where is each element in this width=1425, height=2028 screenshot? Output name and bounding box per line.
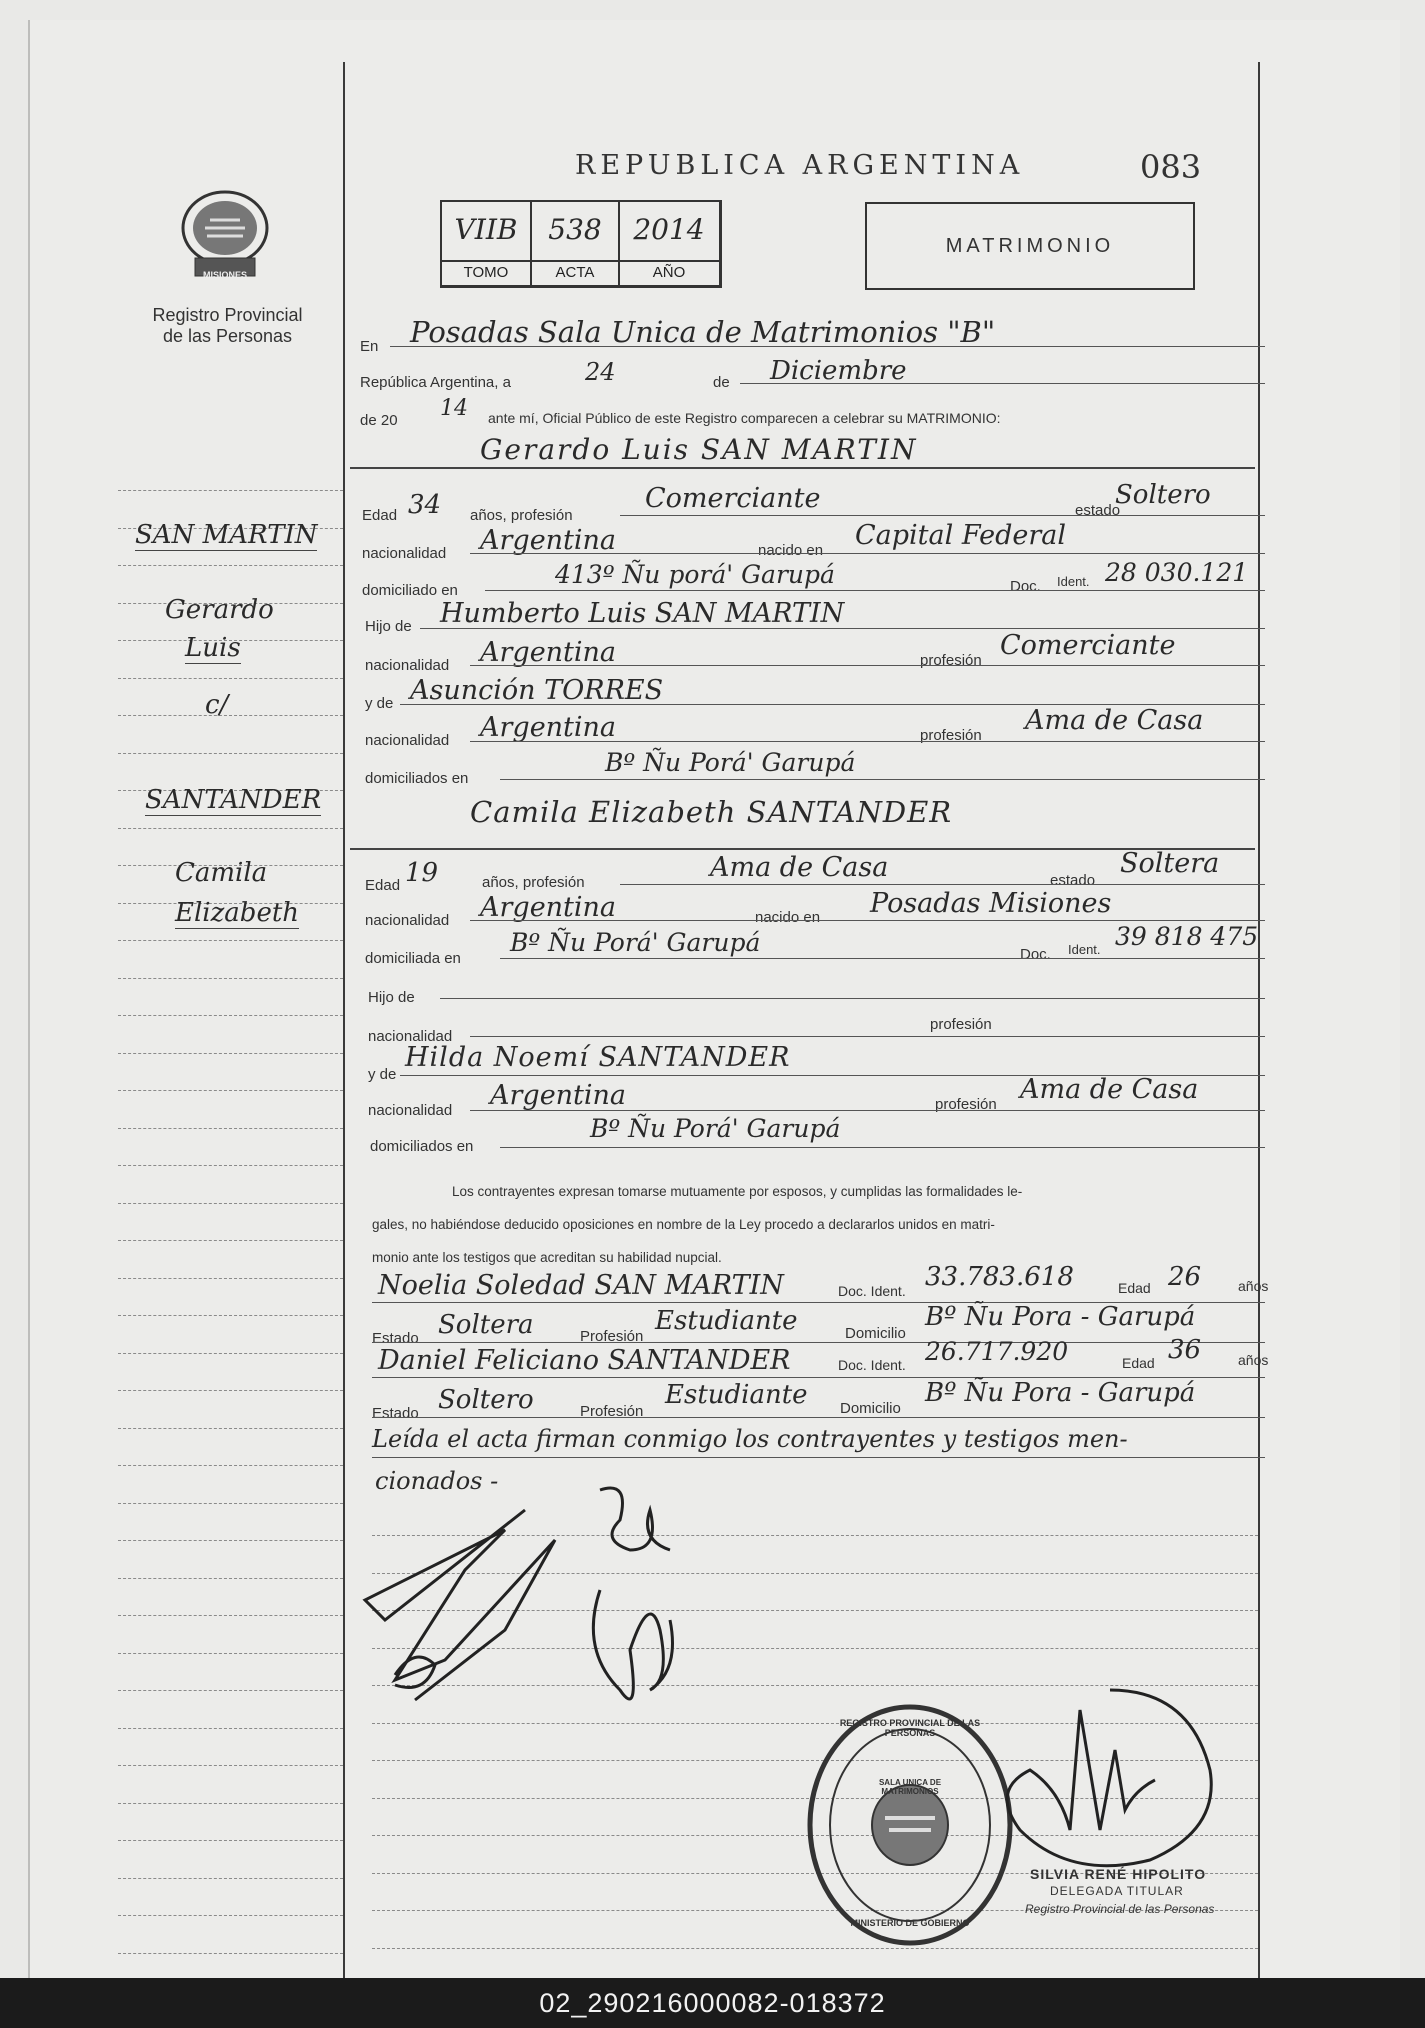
margin-rule-line xyxy=(118,1128,343,1129)
margin-note-name1: Gerardo xyxy=(165,595,274,625)
witness2-profession: Estudiante xyxy=(665,1380,808,1410)
bride-line2 xyxy=(470,920,1265,921)
margin-rule-line xyxy=(118,1540,343,1541)
declaration-line1: Los contrayentes expresan tomarse mutuamente por esposos, y cumplidas las formalidades le- xyxy=(452,1184,1023,1199)
witness2-doc-label: Doc. Ident. xyxy=(838,1357,906,1373)
bride-nac2-label: nacionalidad xyxy=(368,1028,453,1045)
witness2-estado-label: Estado xyxy=(372,1405,419,1422)
groom-line1 xyxy=(620,515,1265,516)
margin-rule-line xyxy=(118,978,343,979)
margin-note-surname2: SANTANDER xyxy=(145,785,322,815)
margin-rule-line xyxy=(118,1390,343,1391)
bride-mprof-label: profesión xyxy=(935,1096,997,1113)
margin-rule-line xyxy=(118,1353,343,1354)
groom-anos-label: años, profesión xyxy=(470,507,573,524)
margin-rule-line xyxy=(118,490,343,491)
margin-rule-line xyxy=(118,1240,343,1241)
declaration-line3: monio ante los testigos que acreditan su habilidad nupcial. xyxy=(372,1250,722,1265)
logo-text: MISIONES xyxy=(202,270,247,280)
bride-dom-label: domiciliada en xyxy=(365,950,461,967)
margin-note-name2: Luis xyxy=(185,633,241,663)
witness2-dom-label: Domicilio xyxy=(840,1400,901,1417)
groom-address: 413º Ñu porá' Garupá xyxy=(555,560,835,589)
bride-mother-profession: Ama de Casa xyxy=(1020,1074,1199,1105)
signature-bride xyxy=(560,1470,700,1730)
margin-rule-line xyxy=(118,1015,343,1016)
acta-label: ACTA xyxy=(530,260,620,286)
witness2-edad-label: Edad xyxy=(1122,1355,1155,1371)
bride-anos-label: años, profesión xyxy=(482,874,585,891)
bride-name: Camila Elizabeth SANTANDER xyxy=(470,795,953,829)
groom-name: Gerardo Luis SAN MARTIN xyxy=(480,433,918,466)
bride-parents-address: Bº Ñu Porá' Garupá xyxy=(590,1114,841,1143)
bride-line4 xyxy=(440,998,1265,999)
country-title: REPUBLICA ARGENTINA xyxy=(575,150,1025,181)
groom-line2 xyxy=(470,553,1265,554)
groom-status: Soltero xyxy=(1115,480,1211,510)
margin-rule-line xyxy=(118,1503,343,1504)
groom-line7 xyxy=(470,741,1265,742)
bride-nac-label: nacionalidad xyxy=(365,912,450,929)
margin-rule-line xyxy=(118,1803,343,1804)
groom-fprof-label: profesión xyxy=(920,652,982,669)
witness1-doc-label: Doc. Ident. xyxy=(838,1283,906,1299)
bride-age: 19 xyxy=(405,858,439,888)
bride-status: Soltera xyxy=(1120,848,1220,879)
groom-doc-label: Doc. xyxy=(1010,578,1041,595)
bride-prof2-label: profesión xyxy=(930,1016,992,1033)
seal-inner-text: SALA UNICA DE MATRIMONIOS xyxy=(878,1778,942,1796)
witness1-line2 xyxy=(372,1342,1265,1343)
margin-note-surname: SAN MARTIN xyxy=(135,520,318,550)
margin-rule-line xyxy=(118,1278,343,1279)
groom-nac-label: nacionalidad xyxy=(362,545,447,562)
witness1-address: Bº Ñu Pora - Garupá xyxy=(925,1302,1196,1332)
bride-mnac-label: nacionalidad xyxy=(368,1102,453,1119)
bride-line8 xyxy=(500,1147,1265,1148)
bride-birthplace: Posadas Misiones xyxy=(870,888,1112,919)
groom-nationality: Argentina xyxy=(480,525,617,556)
margin-rule-line xyxy=(118,1840,343,1841)
groom-parents-address: Bº Ñu Porá' Garupá xyxy=(605,748,856,777)
closing-line1-rule xyxy=(372,1457,1265,1458)
witness2-doc-number: 26.717.920 xyxy=(925,1337,1069,1366)
witness1-anos-label: años xyxy=(1238,1278,1269,1294)
bride-line7 xyxy=(470,1110,1265,1111)
groom-line4 xyxy=(420,628,1265,629)
de-label: de xyxy=(713,374,730,391)
groom-father-profession: Comerciante xyxy=(1000,630,1176,661)
groom-name-line xyxy=(350,467,1255,469)
signature-official xyxy=(990,1680,1230,1880)
groom-line3 xyxy=(485,590,1265,591)
margin-rule-line xyxy=(118,1915,343,1916)
margin-rule-line xyxy=(118,1053,343,1054)
witness2-status: Soltero xyxy=(438,1385,534,1415)
bride-estado-label: estado xyxy=(1050,872,1096,889)
margin-rule-line xyxy=(118,1203,343,1204)
month-value: Diciembre xyxy=(770,356,907,386)
groom-doc-number: 28 030.121 xyxy=(1105,558,1249,587)
margin-rule-line xyxy=(118,1578,343,1579)
groom-nacido-label: nacido en xyxy=(758,542,824,559)
margin-rule-line xyxy=(118,1878,343,1879)
groom-profession: Comerciante xyxy=(645,483,821,514)
witness2-age: 36 xyxy=(1168,1335,1202,1365)
margin-rule-line xyxy=(118,1428,343,1429)
witness2-line2 xyxy=(372,1417,1265,1418)
margin-rule-line xyxy=(118,1765,343,1766)
bride-edad-label: Edad xyxy=(365,877,401,894)
acta-value: 538 xyxy=(548,213,602,246)
groom-doms-label: domiciliados en xyxy=(365,770,469,787)
margin-rule-line xyxy=(118,715,343,716)
page-number: 083 xyxy=(1140,148,1202,186)
groom-mprof-label: profesión xyxy=(920,727,982,744)
groom-father: Humberto Luis SAN MARTIN xyxy=(440,598,845,629)
margin-rule-line xyxy=(118,1090,343,1091)
bride-nacido-label: nacido en xyxy=(755,909,821,926)
margin-note-name4: Elizabeth xyxy=(175,898,300,928)
seal-bottom-text: MINISTERIO DE GOBIERNO xyxy=(850,1918,970,1928)
bride-address: Bº Ñu Porá' Garupá xyxy=(510,928,761,957)
margin-note-name3: Camila xyxy=(175,858,268,888)
margin-rule-line xyxy=(118,1728,343,1729)
official-title: DELEGADA TITULAR xyxy=(1050,1884,1184,1898)
bride-yde-label: y de xyxy=(368,1066,397,1083)
bride-nationality: Argentina xyxy=(480,892,617,923)
groom-line5 xyxy=(470,665,1265,666)
witness1-age: 26 xyxy=(1168,1262,1202,1292)
ante-text: ante mí, Oficial Público de este Registro comparecen a celebrar su MATRIMONIO: xyxy=(488,410,1001,426)
groom-age: 34 xyxy=(408,490,442,520)
margin-rule-line xyxy=(118,565,343,566)
margin-rule-line xyxy=(118,940,343,941)
acta-cell xyxy=(530,200,620,262)
witness1-doc-number: 33.783.618 xyxy=(925,1262,1074,1292)
official-office: Registro Provincial de las Personas xyxy=(1025,1902,1215,1916)
year-suffix: 14 xyxy=(440,396,468,421)
official-name: SILVIA RENÉ HIPOLITO xyxy=(1030,1866,1207,1882)
margin-rule-line xyxy=(118,678,343,679)
closing-line2: cionados - xyxy=(375,1467,499,1495)
bride-mother: Hilda Noemí SANTANDER xyxy=(405,1042,791,1073)
declaration xyxy=(372,1175,1272,1274)
anio-label: AÑO xyxy=(618,260,720,286)
margin-rule-line xyxy=(118,1953,343,1954)
declaration-line2: gales, no habiéndose deducido oposiciones en nombre de la Ley procedo a declararlos unidos en matri- xyxy=(372,1217,995,1232)
groom-hijo-label: Hijo de xyxy=(365,618,412,635)
groom-birthplace: Capital Federal xyxy=(855,520,1066,551)
margin-rule-line xyxy=(118,753,343,754)
witness2-anos-label: años xyxy=(1238,1352,1269,1368)
bride-doc-number: 39 818 475 xyxy=(1115,922,1259,951)
groom-mother-nationality: Argentina xyxy=(480,712,617,743)
registry-name-line1: Registro Provincial xyxy=(152,305,303,325)
margin-rule-line xyxy=(118,1653,343,1654)
groom-estado-label: estado xyxy=(1075,502,1121,519)
margin-rule-line xyxy=(118,1465,343,1466)
image-id-footer: 02_290216000082-018372 xyxy=(0,1978,1425,2028)
margin-rule-line xyxy=(118,1615,343,1616)
closing-line1: Leída el acta firman conmigo los contrayentes y testigos men- xyxy=(372,1425,1128,1453)
republica-label: República Argentina, a xyxy=(360,374,511,391)
witness1-profession: Estudiante xyxy=(655,1306,798,1336)
margin-rule-line xyxy=(118,828,343,829)
bride-doc-label: Doc. xyxy=(1020,946,1051,963)
bride-mother-nationality: Argentina xyxy=(490,1080,627,1111)
groom-mother-profession: Ama de Casa xyxy=(1025,705,1204,736)
groom-ident-label: Ident. xyxy=(1057,574,1090,589)
witness2-prof-label: Profesión xyxy=(580,1403,644,1420)
month-line xyxy=(740,383,1265,384)
groom-line8 xyxy=(500,779,1265,780)
groom-mnac-label: nacionalidad xyxy=(365,732,450,749)
tomo-label: TOMO xyxy=(440,260,532,286)
tomo-value: VIIB xyxy=(454,213,518,246)
bride-line5 xyxy=(470,1036,1265,1037)
tomo-cell xyxy=(440,200,532,262)
witness1-prof-label: Profesión xyxy=(580,1328,644,1345)
groom-edad-label: Edad xyxy=(362,507,398,524)
groom-yde-label: y de xyxy=(365,695,394,712)
seal-outer-text: REGISTRO PROVINCIAL DE LAS PERSONAS xyxy=(839,1718,981,1738)
bride-line1 xyxy=(620,884,1265,885)
anio-cell xyxy=(618,200,720,262)
margin-rule-line xyxy=(118,1690,343,1691)
margin-rule-line xyxy=(118,1315,343,1316)
frame-right xyxy=(1258,62,1260,1978)
place-value: Posadas Sala Unica de Matrimonios "B" xyxy=(410,315,996,349)
margin-rule-line xyxy=(118,1165,343,1166)
registry-name xyxy=(130,305,325,347)
witness1-status: Soltera xyxy=(438,1310,534,1340)
en-label: En xyxy=(360,338,379,355)
registry-name-line2: de las Personas xyxy=(162,326,293,346)
de20-label: de 20 xyxy=(360,412,398,429)
witness1-dom-label: Domicilio xyxy=(845,1325,906,1342)
witness1-edad-label: Edad xyxy=(1118,1280,1151,1296)
bride-doms-label: domiciliados en xyxy=(370,1138,474,1155)
witness2-name: Daniel Feliciano SANTANDER xyxy=(378,1345,791,1376)
bride-ident-label: Ident. xyxy=(1068,942,1101,957)
groom-fnac-label: nacionalidad xyxy=(365,657,450,674)
witness1-estado-label: Estado xyxy=(372,1330,419,1347)
day-value: 24 xyxy=(585,358,616,386)
groom-dom-label: domiciliado en xyxy=(362,582,458,599)
record-type: MATRIMONIO xyxy=(865,202,1195,290)
margin-note-connector: c/ xyxy=(205,690,229,720)
groom-father-nationality: Argentina xyxy=(480,637,617,668)
groom-mother: Asunción TORRES xyxy=(410,675,664,706)
witness1-name: Noelia Soledad SAN MARTIN xyxy=(378,1270,784,1301)
anio-value: 2014 xyxy=(633,213,705,246)
witness2-address: Bº Ñu Pora - Garupá xyxy=(925,1378,1196,1408)
bride-profession: Ama de Casa xyxy=(710,852,889,883)
frame-left xyxy=(343,62,345,1978)
bride-hijo-label: Hijo de xyxy=(368,989,415,1006)
bride-line3 xyxy=(500,958,1265,959)
